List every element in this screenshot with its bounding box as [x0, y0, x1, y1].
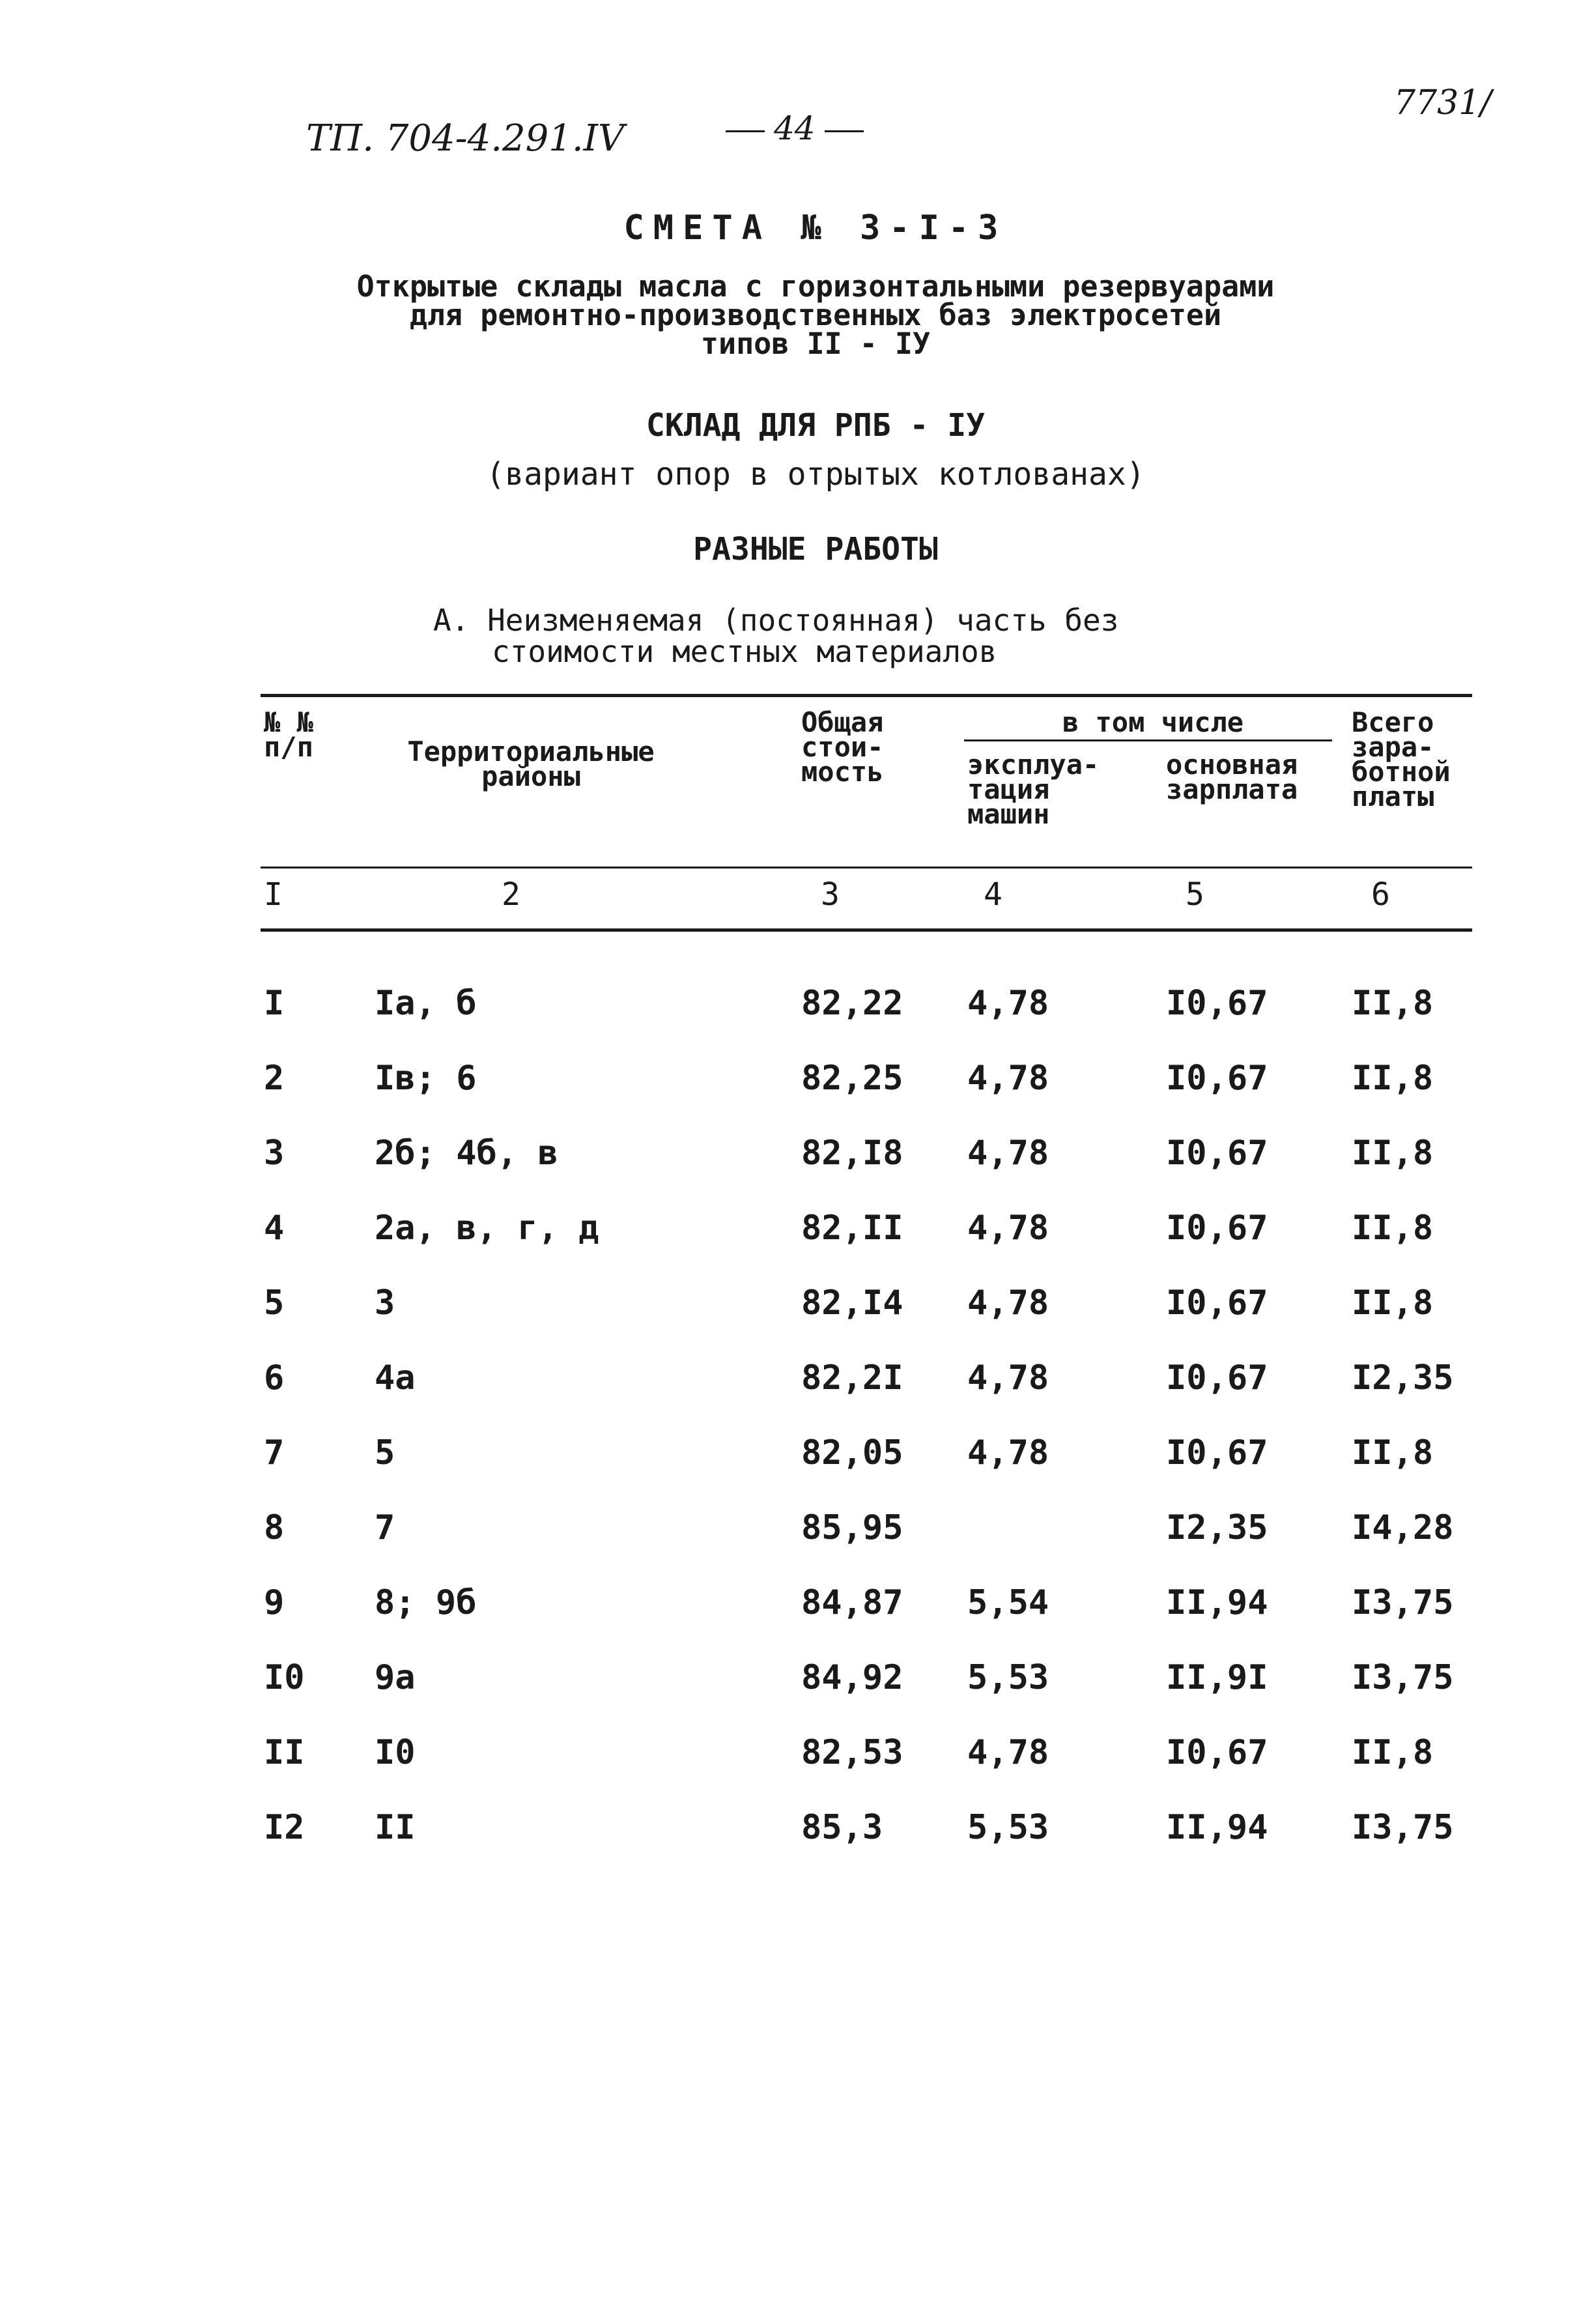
table-row — [0, 1583, 1592, 1629]
part-heading — [433, 605, 1118, 667]
cell-n: II — [264, 1733, 305, 1772]
cell-machines: 4,78 — [967, 1059, 1049, 1098]
cell-salary: II,94 — [1166, 1808, 1268, 1847]
subtitle-line: типов II - IУ — [700, 326, 931, 361]
cell-total: 82,05 — [801, 1433, 903, 1472]
page-number-value: 44 — [774, 109, 816, 147]
table-row — [0, 1358, 1592, 1404]
cell-salary: I0,67 — [1166, 1284, 1268, 1323]
header-bottom-rule — [261, 867, 1472, 868]
cell-salary: I0,67 — [1166, 1733, 1268, 1772]
cell-wages: II,8 — [1352, 1209, 1434, 1248]
table-row — [0, 1209, 1592, 1254]
cell-region: 9а — [375, 1658, 416, 1697]
document-code: ТП. 704-4.291.IV — [306, 117, 625, 160]
column-number: 2 — [502, 876, 520, 913]
table-row — [0, 1284, 1592, 1329]
cell-region: I0 — [375, 1733, 416, 1772]
cell-machines: 4,78 — [967, 1733, 1049, 1772]
cell-total: 84,92 — [801, 1658, 903, 1697]
cell-n: 5 — [264, 1284, 285, 1323]
table-top-rule — [261, 694, 1472, 697]
column-number: 4 — [984, 876, 1002, 913]
header-total: Общая стои- мость — [801, 706, 884, 788]
cell-wages: II,8 — [1352, 1134, 1434, 1173]
cell-wages: I2,35 — [1352, 1358, 1454, 1398]
cell-n: 7 — [264, 1433, 285, 1472]
table-row — [0, 1808, 1592, 1854]
cell-total: 82,I4 — [801, 1284, 903, 1323]
cell-wages: II,8 — [1352, 1433, 1434, 1472]
cell-n: 6 — [264, 1358, 285, 1398]
cell-wages: II,8 — [1352, 1284, 1434, 1323]
cell-machines: 5,53 — [967, 1658, 1049, 1697]
page-number — [717, 109, 873, 147]
table-row — [0, 984, 1592, 1029]
cell-region: 2а, в, г, д — [375, 1209, 599, 1248]
subtitle-line: Открытые склады масла с горизонтальными резервуарами — [356, 269, 1275, 304]
cell-salary: I0,67 — [1166, 1134, 1268, 1173]
cell-salary: I0,67 — [1166, 1209, 1268, 1248]
cell-salary: II,94 — [1166, 1583, 1268, 1622]
header-machines: эксплуа- тация машин — [967, 749, 1100, 830]
cell-n: 4 — [264, 1209, 285, 1248]
part-heading-line: стоимости местных материалов — [492, 634, 997, 669]
cell-n: 8 — [264, 1508, 285, 1547]
cell-region: 3 — [375, 1284, 395, 1323]
part-heading-line: А. Неизменяемая (постоянная) часть без — [433, 603, 1119, 638]
cell-region: 4а — [375, 1358, 416, 1398]
document-subtitle — [0, 269, 1592, 361]
cell-total: 82,II — [801, 1209, 903, 1248]
header-group: в том числе — [1062, 706, 1244, 738]
cell-region: Iа, б — [375, 984, 477, 1023]
cell-salary: I0,67 — [1166, 984, 1268, 1023]
header-num: № № п/п — [264, 706, 313, 763]
column-number: 6 — [1371, 876, 1390, 913]
cell-total: 82,22 — [801, 984, 903, 1023]
header-all-wages: Всего зара- ботной платы — [1352, 706, 1451, 812]
cell-total: 84,87 — [801, 1583, 903, 1622]
cell-total: 82,I8 — [801, 1134, 903, 1173]
table-row — [0, 1733, 1592, 1779]
variant-heading: СКЛАД ДЛЯ РПБ - IУ — [646, 407, 986, 444]
cell-wages: II,8 — [1352, 1733, 1434, 1772]
cell-total: 85,95 — [801, 1508, 903, 1547]
subtitle-line: для ремонтно-производственных баз электросетей — [409, 298, 1222, 332]
cell-machines: 4,78 — [967, 1134, 1049, 1173]
cell-machines: 5,53 — [967, 1808, 1049, 1847]
cell-wages: I3,75 — [1352, 1658, 1454, 1697]
cell-n: I — [264, 984, 285, 1023]
cell-salary: I0,67 — [1166, 1059, 1268, 1098]
cell-wages: II,8 — [1352, 984, 1434, 1023]
cell-machines: 4,78 — [967, 1209, 1049, 1248]
column-number: 3 — [821, 876, 840, 913]
cell-salary: I0,67 — [1166, 1433, 1268, 1472]
cell-total: 82,25 — [801, 1059, 903, 1098]
table-row — [0, 1508, 1592, 1554]
table-row — [0, 1658, 1592, 1704]
cell-machines: 4,78 — [967, 1284, 1049, 1323]
column-number-rule — [261, 928, 1472, 932]
cell-salary: I0,67 — [1166, 1358, 1268, 1398]
cell-region: II — [375, 1808, 416, 1847]
cell-machines: 5,54 — [967, 1583, 1049, 1622]
column-number: I — [264, 876, 283, 913]
cell-region: 8; 9б — [375, 1583, 477, 1622]
cell-n: 2 — [264, 1059, 285, 1098]
cell-wages: I3,75 — [1352, 1583, 1454, 1622]
table-row — [0, 1059, 1592, 1104]
archive-number: 7731/ — [1394, 83, 1492, 122]
cell-region: 5 — [375, 1433, 395, 1472]
cell-n: I2 — [264, 1808, 305, 1847]
cell-wages: I4,28 — [1352, 1508, 1454, 1547]
cell-machines: 4,78 — [967, 1358, 1049, 1398]
cell-region: 7 — [375, 1508, 395, 1547]
cell-total: 82,53 — [801, 1733, 903, 1772]
column-number: 5 — [1186, 876, 1204, 913]
cell-salary: II,9I — [1166, 1658, 1268, 1697]
header-region: Территориальные районы — [407, 736, 655, 792]
cell-region: Iв; 6 — [375, 1059, 477, 1098]
table-row — [0, 1134, 1592, 1179]
cell-salary: I2,35 — [1166, 1508, 1268, 1547]
cell-wages: I3,75 — [1352, 1808, 1454, 1847]
cell-wages: II,8 — [1352, 1059, 1434, 1098]
cell-n: 3 — [264, 1134, 285, 1173]
cell-n: I0 — [264, 1658, 305, 1697]
header-salary: основная зарплата — [1166, 749, 1298, 805]
document-title: СМЕТА № 3-I-3 — [623, 208, 1008, 248]
cell-region: 2б; 4б, в — [375, 1134, 558, 1173]
header-group-rule — [964, 739, 1332, 741]
section-heading: РАЗНЫЕ РАБОТЫ — [693, 531, 938, 567]
cell-total: 85,3 — [801, 1808, 883, 1847]
table-row — [0, 1433, 1592, 1479]
cell-machines: 4,78 — [967, 984, 1049, 1023]
cell-machines: 4,78 — [967, 1433, 1049, 1472]
cell-total: 82,2I — [801, 1358, 903, 1398]
cell-n: 9 — [264, 1583, 285, 1622]
variant-subheading: (вариант опор в отрытых котлованах) — [486, 456, 1145, 493]
